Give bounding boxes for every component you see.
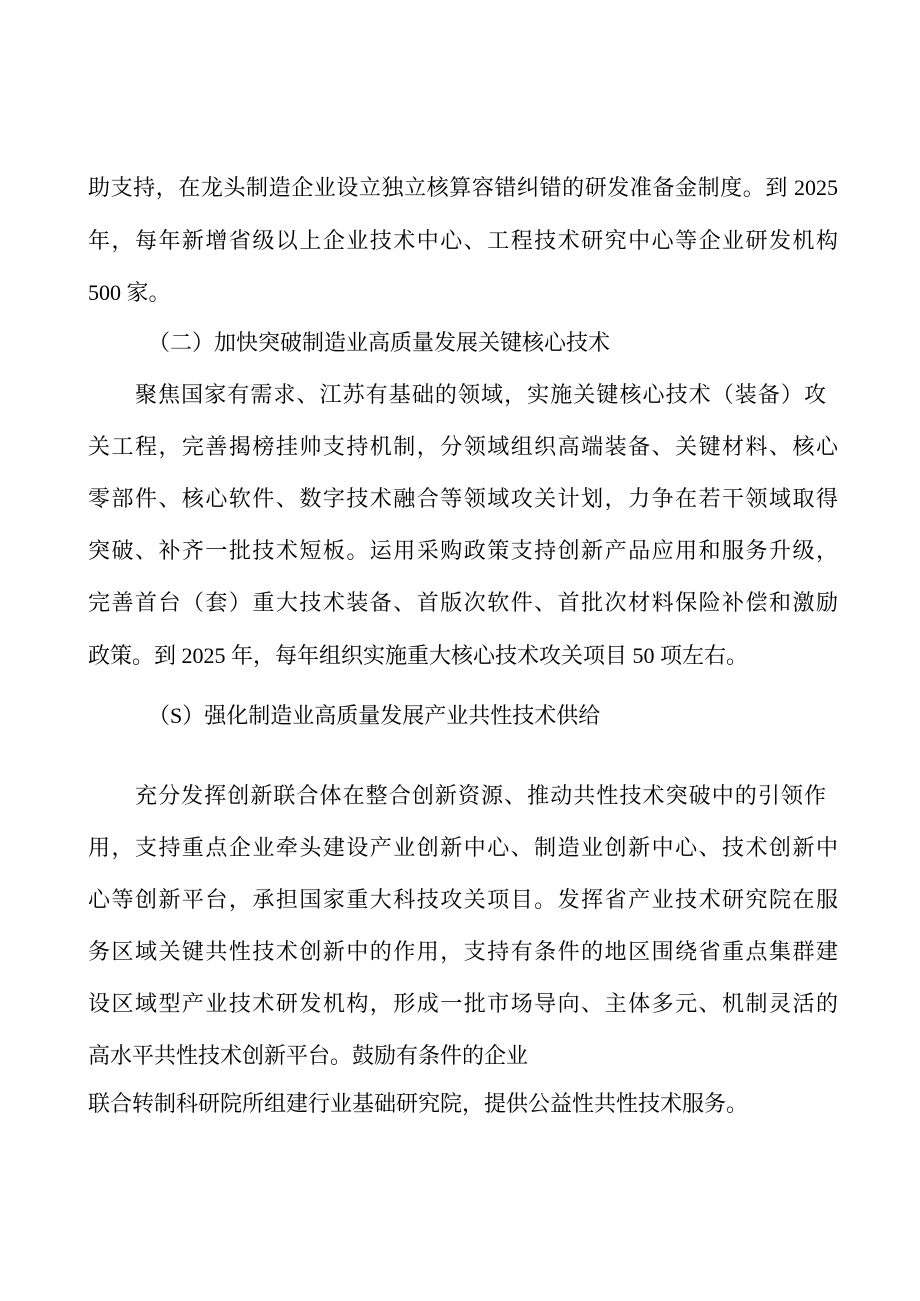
paragraph-line: 零部件、核心软件、数字技术融合等领域攻关计划，力争在若干领域取得 <box>88 486 838 511</box>
paragraph-line: 务区域关键共性技术创新中的作用，支持有条件的地区围绕省重点集群建 <box>88 939 838 964</box>
paragraph-line: 高水平共性技术创新平台。鼓励有条件的企业 <box>88 1043 529 1068</box>
paragraph-line: 政策。到 2025 年，每年组织实施重大核心技术攻关项目 50 项左右。 <box>88 643 749 668</box>
paragraph-line: 500 家。 <box>88 280 171 305</box>
paragraph-line: 联合转制科研院所组建行业基础研究院，提供公益性共性技术服务。 <box>88 1091 749 1116</box>
paragraph-line: 用，支持重点企业牵头建设产业创新中心、制造业创新中心、技术创新中 <box>88 835 838 860</box>
paragraph-line: 完善首台（套）重大技术装备、首版次软件、首批次材料保险补偿和激励 <box>88 590 838 615</box>
paragraph-line: 助支持，在龙头制造企业设立独立核算容错纠错的研发准备金制度。到 2025 <box>88 175 838 200</box>
paragraph-line: 充分发挥创新联合体在整合创新资源、推动共性技术突破中的引领作 <box>135 783 826 808</box>
paragraph-line: 年，每年新增省级以上企业技术中心、工程技术研究中心等企业研发机构 <box>88 228 838 253</box>
section-heading: （二）加快突破制造业高质量发展关键核心技术 <box>148 330 611 355</box>
paragraph-line: 设区域型产业技术研发机构，形成一批市场导向、主体多元、机制灵活的 <box>88 991 838 1016</box>
section-heading: （S）强化制造业高质量发展产业共性技术供给 <box>148 703 601 728</box>
paragraph-line: 关工程，完善揭榜挂帅支持机制，分领域组织高端装备、关键材料、核心 <box>88 434 838 459</box>
paragraph-line: 聚焦国家有需求、江苏有基础的领域，实施关键核心技术（装备）攻 <box>135 382 826 407</box>
paragraph-line: 心等创新平台，承担国家重大科技攻关项目。发挥省产业技术研究院在服 <box>88 887 838 912</box>
paragraph-line: 突破、补齐一批技术短板。运用采购政策支持创新产品应用和服务升级， <box>88 538 838 563</box>
